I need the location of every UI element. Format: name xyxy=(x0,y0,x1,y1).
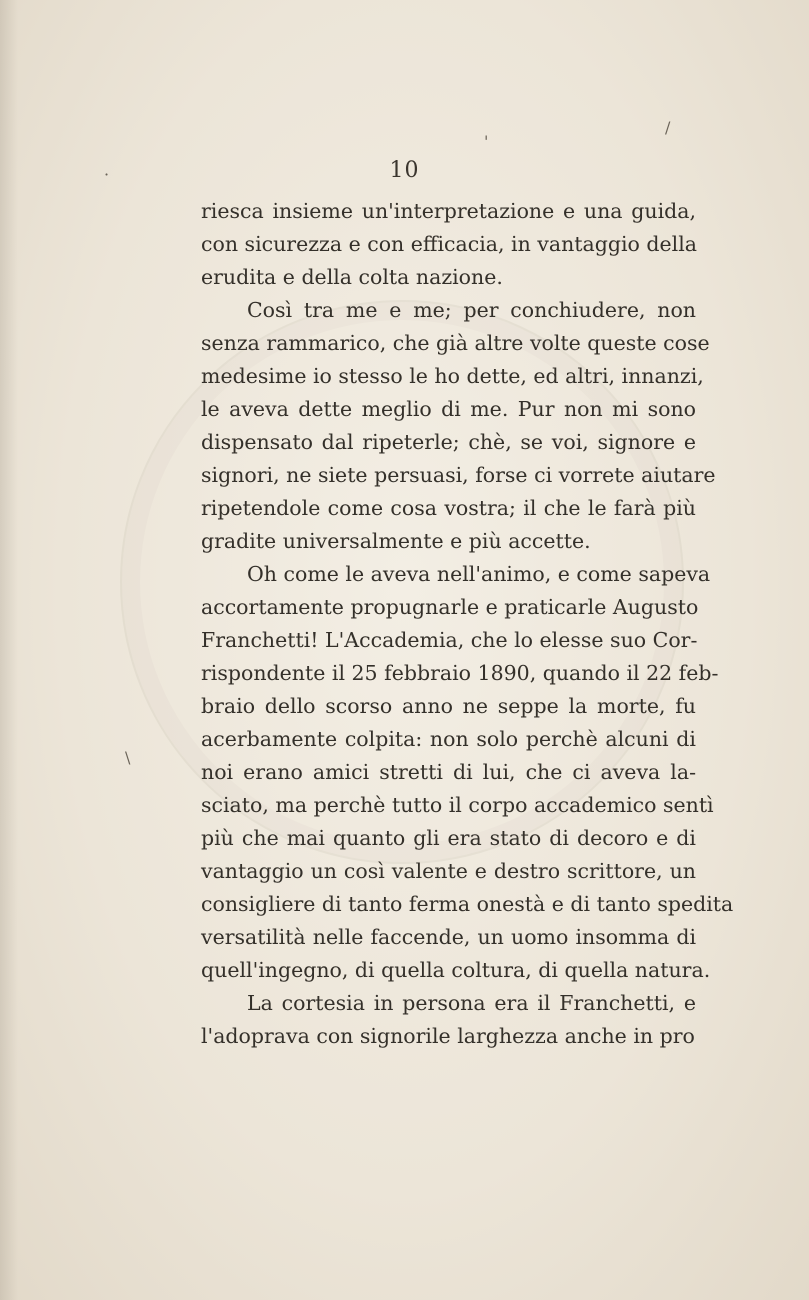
text-line: riesca insieme un'interpretazione e una guida, xyxy=(201,199,696,223)
text-line: medesime io stesso le ho dette, ed altri, innanzi, xyxy=(201,364,704,388)
text-line: rispondente il 25 febbraio 1890, quando il 22 feb- xyxy=(201,661,719,685)
text-line: dispensato dal ripeterle; chè, se voi, signore e xyxy=(201,430,696,454)
text-line: erudita e della colta nazione. xyxy=(201,265,503,289)
text-line: vantaggio un così valente e destro scrittore, un xyxy=(201,859,696,883)
text-line: accortamente propugnarle e praticarle Augusto xyxy=(201,595,699,619)
margin-mark: · xyxy=(104,165,110,184)
text-line: gradite universalmente e più accette. xyxy=(201,529,591,553)
text-line: le aveva dette meglio di me. Pur non mi sono xyxy=(201,397,696,421)
paragraph-start-line: Oh come le aveva nell'animo, e come sapeva xyxy=(247,562,711,586)
text-line: più che mai quanto gli era stato di decoro e di xyxy=(201,826,696,850)
margin-mark: ' xyxy=(484,132,489,151)
text-line: braio dello scorso anno ne seppe la morte, fu xyxy=(201,694,696,718)
paragraph-start-line: Così tra me e me; per conchiudere, non xyxy=(247,298,696,322)
text-line: senza rammarico, che già altre volte queste cose xyxy=(201,331,710,355)
text-line: l'adoprava con signorile larghezza anche in pro xyxy=(201,1024,695,1048)
text-line: sciato, ma perchè tutto il corpo accademico sentì xyxy=(201,793,714,817)
text-line: noi erano amici stretti di lui, che ci aveva la- xyxy=(201,760,696,784)
text-line: Franchetti! L'Accademia, che lo elesse suo Cor- xyxy=(201,628,698,652)
page-number: 10 xyxy=(389,158,420,183)
margin-mark: / xyxy=(665,118,671,137)
text-line: con sicurezza e con efficacia, in vantaggio della xyxy=(201,232,698,256)
body-text xyxy=(201,195,734,1053)
text-line: signori, ne siete persuasi, forse ci vorrete aiutare xyxy=(201,463,716,487)
text-line: acerbamente colpita: non solo perchè alcuni di xyxy=(201,727,696,751)
text-line: consigliere di tanto ferma onestà e di tanto spedita xyxy=(201,892,734,916)
text-line: quell'ingegno, di quella coltura, di quella natura. xyxy=(201,958,711,982)
paragraph-start-line: La cortesia in persona era il Franchetti, e xyxy=(247,991,696,1015)
text-line: versatilità nelle faccende, un uomo insomma di xyxy=(201,925,696,949)
page-edge-shadow xyxy=(0,0,18,1300)
margin-mark: \ xyxy=(125,748,131,767)
text-line: ripetendole come cosa vostra; il che le farà più xyxy=(201,496,696,520)
